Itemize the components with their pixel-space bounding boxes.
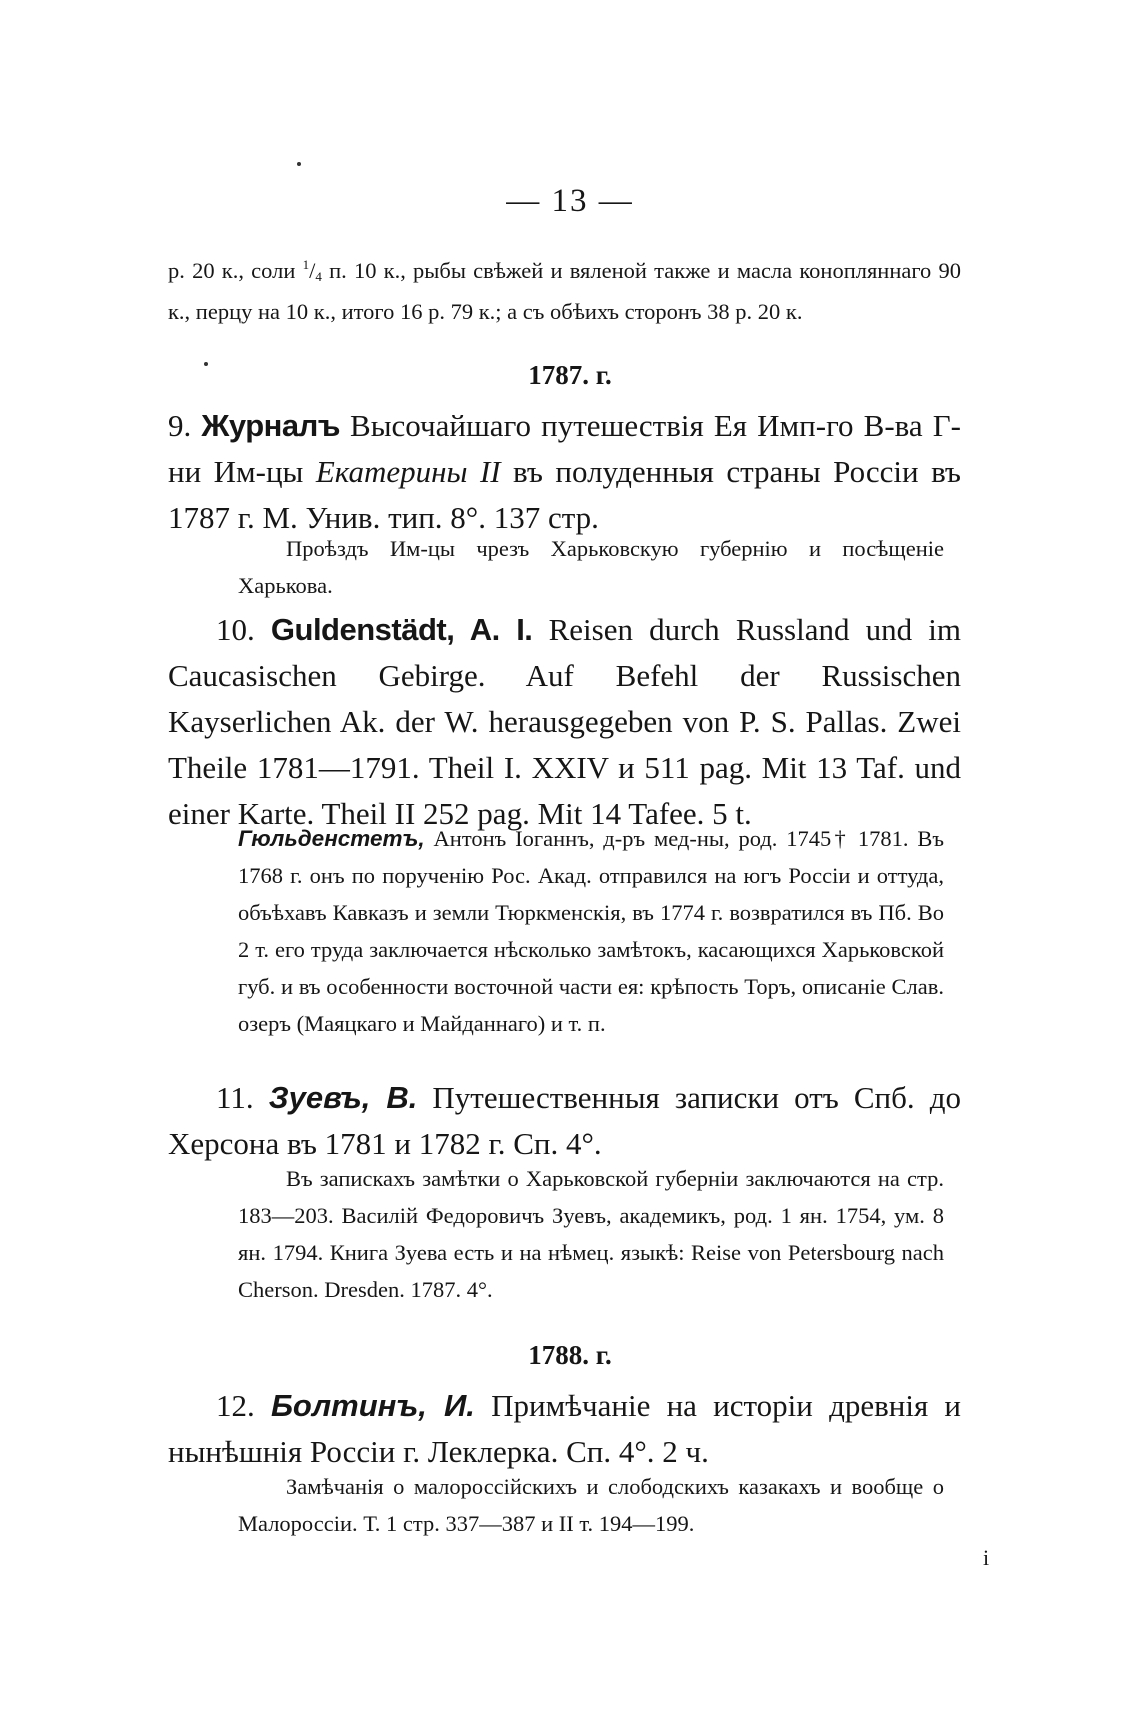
year-heading-1788: 1788. г.: [528, 1340, 612, 1370]
margin-mark: і: [983, 1545, 990, 1570]
speck: [297, 162, 301, 166]
entry-number: 11.: [216, 1080, 254, 1115]
entry-number: 9.: [168, 408, 192, 443]
note-text: Въ запискахъ замѣтки о Харьковской губерніи заключаются на стр. 183—203. Василій Федоровичъ Зуевъ, академикъ, род. 1 ян. 1754, ум. 8 ян. 1794. Книга Зуева есть и на нѣмец. языкѣ: Reise von Petersbourg nach Cherson. Dresden. 1787. 4°.: [238, 1166, 944, 1302]
entry-title: Высочайшаго путешествія Ея Имп-го В-ва Г-ни Им-цы: [168, 408, 961, 489]
entry-9-note: [238, 530, 944, 604]
entry-11-note: [238, 1160, 944, 1308]
entry-number: 12.: [216, 1388, 255, 1423]
intro-text-a: р. 20 к., соли: [168, 258, 303, 283]
note-text: Проѣздъ Им-цы чрезъ Харьковскую губернію и посѣщеніе Харькова.: [238, 536, 944, 598]
page-number: — 13 —: [506, 183, 634, 219]
note-text: Замѣчанія о малороссійскихъ и слободскихъ казакахъ и вообще о Малороссіи. Т. 1 стр. 337—387 и II т. 194—199.: [238, 1474, 944, 1536]
entry-9: [168, 403, 961, 541]
entry-title: Путешественныя записки отъ Спб. до Херсона въ 1781 и 1782 г. Сп. 4°.: [168, 1080, 961, 1161]
entry-title-cont: въ полуденныя страны Россіи въ 1787 г. М. Унив. тип. 8°. 137 стр.: [168, 454, 961, 535]
entry-title-italic: Екатерины II: [315, 454, 501, 489]
entry-author: Зуевъ, В.: [268, 1080, 418, 1115]
intro-paragraph: [168, 247, 961, 329]
entry-number: 10.: [216, 612, 255, 647]
fraction-slash: /: [309, 258, 316, 283]
entry-10: [168, 607, 961, 837]
entry-12: [168, 1383, 961, 1475]
entry-title: Примѣчаніе на исторіи древнія и нынѣшнія Россіи г. Леклерка. Сп. 4°. 2 ч.: [168, 1388, 962, 1469]
entry-11: [168, 1075, 961, 1167]
fraction-denominator: 4: [315, 269, 322, 284]
fraction-numerator: 1: [302, 257, 310, 272]
note-text: Антонъ Іоганнъ, д-ръ мед-ны, род. 1745† 1781. Въ 1768 г. онъ по порученію Рос. Акад. отправился на югъ Россіи и оттуда, объѣхавъ Кавказъ и земли Тюркменскія, въ 1774 г. возвратился въ Пб. Во 2 т. его труда заключается нѣсколько замѣтокъ, касающихся Харьковской губ. и въ особенности восточной части ея: крѣпость Торъ, описаніе Слав. озеръ (Маяцкаго и Майданнаго) и т. п.: [238, 826, 944, 1036]
note-author: Гюльденстетъ,: [238, 826, 425, 851]
entry-author: Журналъ: [201, 408, 340, 443]
intro-text-b: п. 10 к., рыбы свѣжей и вяленой также и масла конопляннаго 90 к., перцу на 10 к., итого 16 р. 79 к.; а съ обѣихъ сторонъ 38 р. 20 к.: [168, 258, 961, 324]
year-heading-1787: 1787. г.: [528, 360, 612, 390]
entry-12-note: [238, 1468, 944, 1542]
entry-10-note: [238, 820, 944, 1042]
entry-title: Reisen durch Russland und im Caucasischen Gebirge. Auf Befehl der Russischen Kayserlichen Ak. der W. herausgegeben von P. S. Pallas. Zwei Theile 1781—1791. Theil I. XXIV и 511 pag. Mit 13 Taf. und einer Karte. Theil II 252 pag. Mit 14 Tafee. 5 t.: [168, 612, 961, 831]
entry-author: Guldenstädt, A. I.: [270, 612, 533, 647]
entry-author: Болтинъ, И.: [270, 1388, 475, 1423]
